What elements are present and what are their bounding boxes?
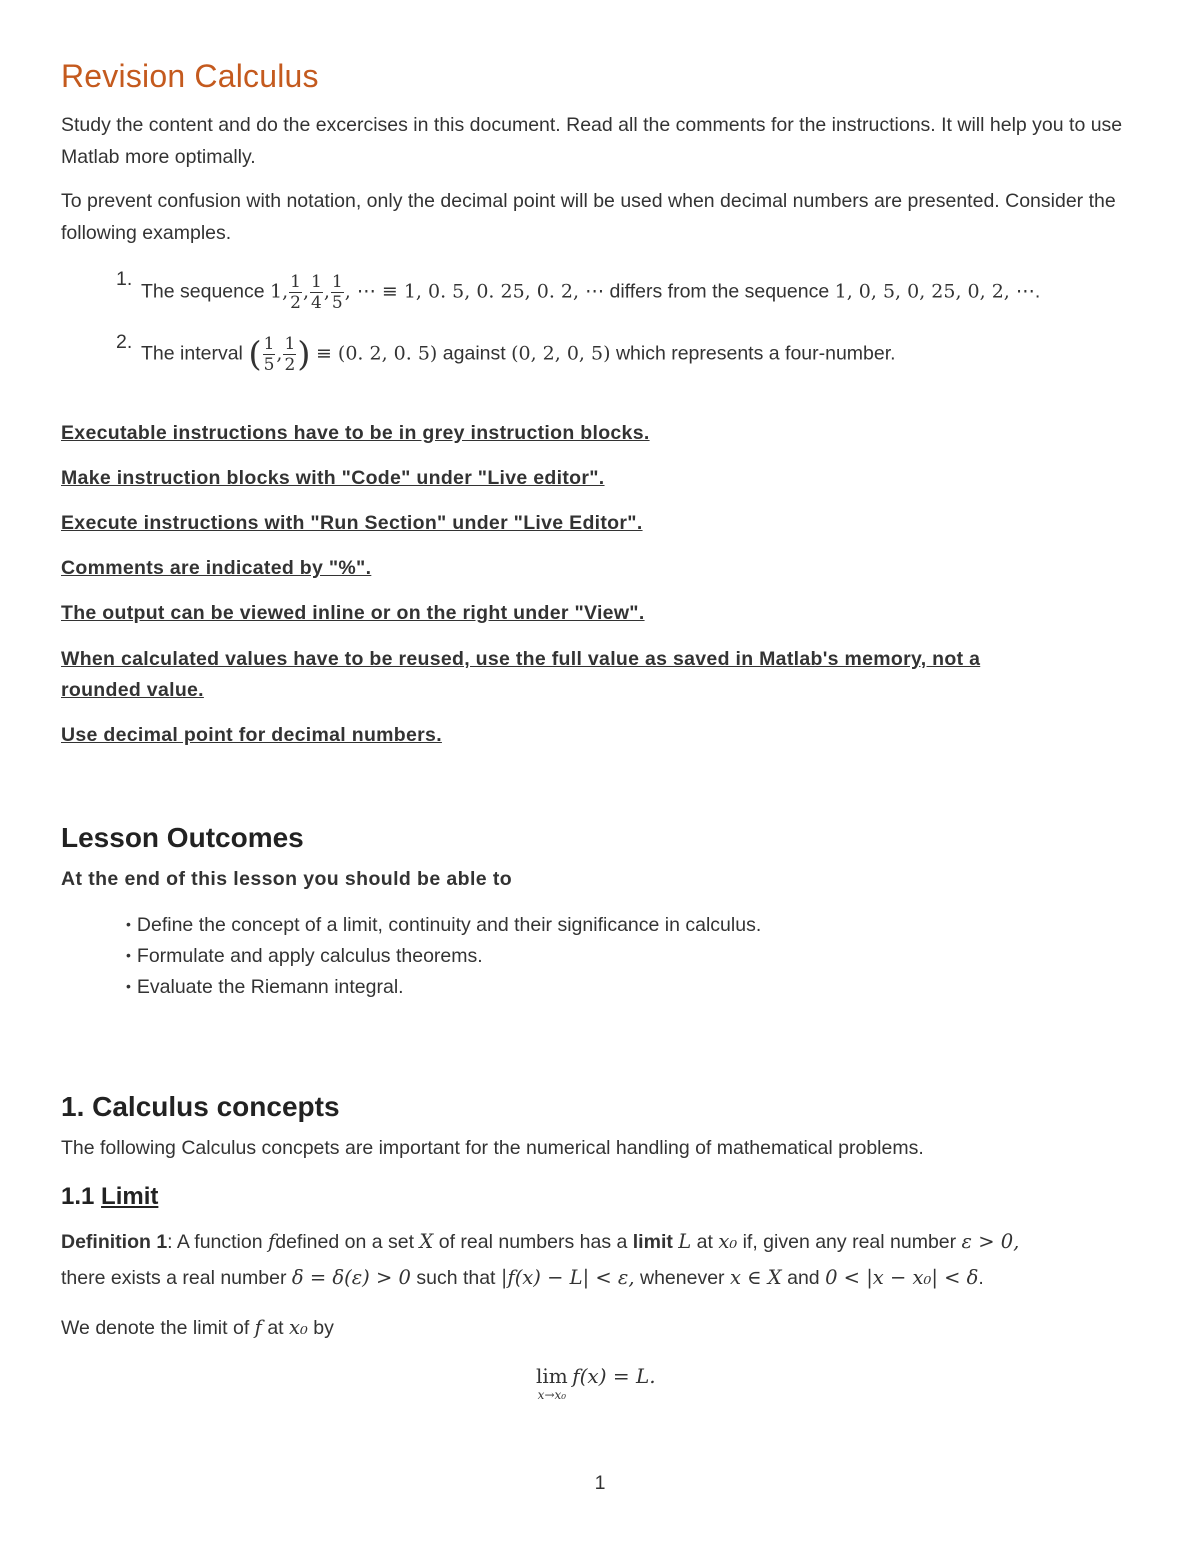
example-1: The sequence 1, $\frac{1}{2}$ , $\frac{1}{4}$ , $\frac{1}{5}$ , ⋯ ≡ 1, 0. 5, 0. 25, 0. 2, ⋯ differs from the sequence 1, 0, 5, 0, 25, 0, 2, ⋯. xyxy=(141,272,1041,313)
instruction-3: Execute instructions with "Run Section" under "Live Editor". xyxy=(61,512,643,534)
outcome-item-3: • Evaluate the Riemann integral. xyxy=(126,976,404,998)
definition-label: Definition 1 xyxy=(61,1231,168,1253)
instruction-5: The output can be viewed inline or on the right under "View". xyxy=(61,602,645,624)
example-2: The interval ( $\frac{1}{5}$ , $\frac{1}{2}$ ) ≡ (0. 2, 0. 5) against (0, 2, 0, 5) which represents a four-number. xyxy=(141,334,896,375)
example-2-lead: The interval xyxy=(141,342,243,365)
instruction-2: Make instruction blocks with "Code" under "Live editor". xyxy=(61,467,605,489)
section-1-heading: 1. Calculus concepts xyxy=(61,1091,340,1122)
example-2-equiv: ≡ (0. 2, 0. 5) xyxy=(315,342,438,365)
example-2-mid: against xyxy=(442,342,506,365)
example-2-alt: (0, 2, 0, 5) xyxy=(511,342,611,365)
page-number: 1 xyxy=(594,1472,606,1494)
outcomes-subheading: At the end of this lesson you should be able to xyxy=(61,868,513,890)
intro-paragraph-2: To prevent confusion with notation, only the decimal point will be used when decimal numbers are presented. Consider the following examples. xyxy=(61,190,1116,244)
example-1-fraction-3: $\frac{1}{5}$ xyxy=(331,272,343,313)
outcome-item-1: • Define the concept of a limit, continuity and their significance in calculus. xyxy=(126,914,762,936)
outcomes-heading: Lesson Outcomes xyxy=(61,822,304,853)
definition-1: Definition 1: A function fdefined on a set X of real numbers has a limit L at x₀ if, given any real number ε > 0, there exists a real number δ = δ(ε) > 0 such that |f(x) − L| < ε, whenever x ∈ X and 0 < |x − x₀| < δ. xyxy=(61,1230,1020,1289)
limit-operator: lim xyxy=(536,1364,568,1388)
instruction-4: Comments are indicated by "%". xyxy=(61,557,372,579)
instruction-1: Executable instructions have to be in grey instruction blocks. xyxy=(61,422,650,444)
example-2-fraction-2: $\frac{1}{2}$ xyxy=(284,334,296,375)
intro-paragraph-1: Study the content and do the excercises in this document. Read all the comments for the instructions. It will help you to use Matlab more optimally. xyxy=(61,114,1123,168)
section-1-1-heading: 1.1 Limit xyxy=(61,1183,159,1210)
example-2-fraction-1: $\frac{1}{5}$ xyxy=(263,334,275,375)
outcome-item-2: • Formulate and apply calculus theorems. xyxy=(126,945,483,967)
example-1-fraction-1: $\frac{1}{2}$ xyxy=(290,272,301,313)
example-2-number: 2. xyxy=(116,331,133,353)
example-1-number: 1. xyxy=(116,268,133,290)
document-title: Revision Calculus xyxy=(61,58,319,94)
section-1-1-title: Limit xyxy=(101,1183,159,1210)
limit-rhs: f(x) = L. xyxy=(572,1364,656,1388)
example-2-end: which represents a four-number. xyxy=(615,342,896,365)
instruction-7: Use decimal point for decimal numbers. xyxy=(61,724,442,746)
example-1-alt: 1, 0, 5, 0, 25, 0, 2, ⋯ xyxy=(834,280,1035,303)
example-1-seq-start: 1, xyxy=(270,280,289,303)
example-1-fraction-2: $\frac{1}{4}$ xyxy=(311,272,322,313)
section-1-text: The following Calculus concpets are important for the numerical handling of mathematical problems. xyxy=(61,1137,924,1159)
limit-denote-sentence: We denote the limit of f at x₀ by xyxy=(61,1316,334,1339)
limit-subscript: x→x₀ xyxy=(537,1388,567,1402)
example-1-equiv: , ⋯ ≡ 1, 0. 5, 0. 25, 0. 2, ⋯ xyxy=(344,280,605,303)
limit-equation xyxy=(536,1364,736,1402)
example-1-mid: differs from the sequence xyxy=(609,280,830,303)
example-1-lead: The sequence xyxy=(141,280,265,303)
instruction-6: When calculated values have to be reused, use the full value as saved in Matlab's memory, not a rounded value. xyxy=(61,648,981,701)
